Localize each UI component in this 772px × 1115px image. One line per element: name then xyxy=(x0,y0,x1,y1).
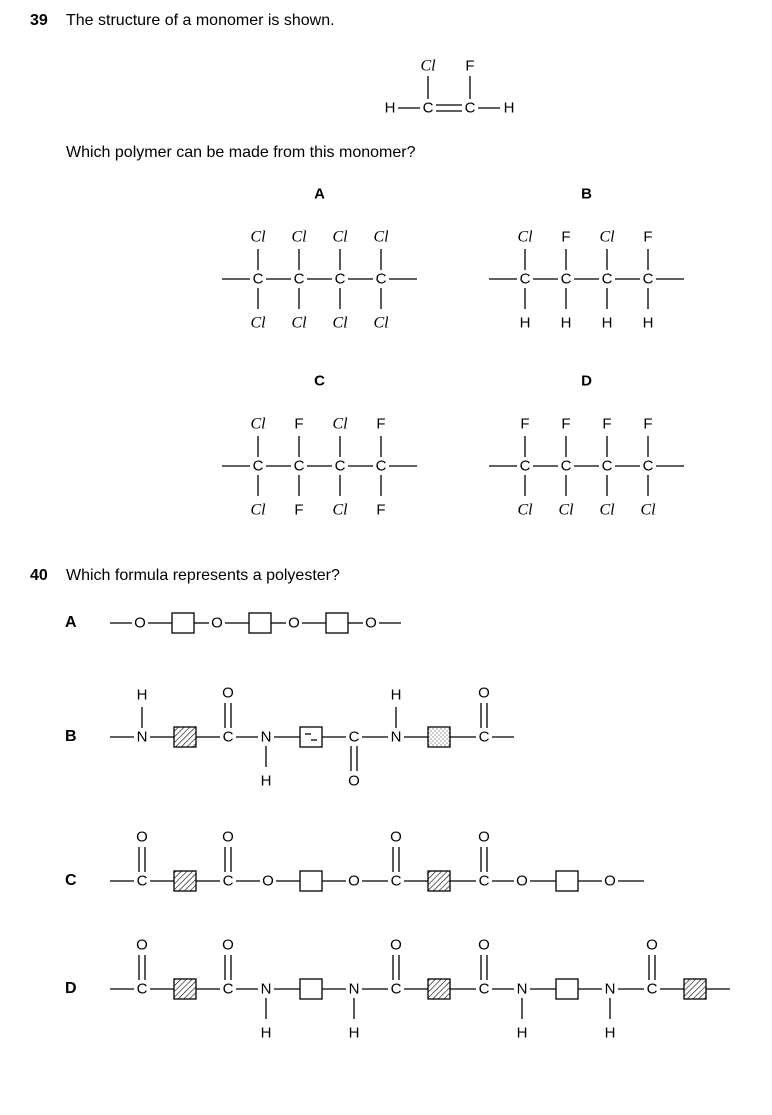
q39-option-c-carbon: C xyxy=(293,457,305,475)
ether-oxygen: O xyxy=(365,614,377,632)
q39-option-b-bottom-atom: H xyxy=(519,314,531,332)
carbonyl-carbon: C xyxy=(348,728,360,746)
amide-nitrogen: N xyxy=(136,728,148,746)
amide-hydrogen: H xyxy=(136,686,148,704)
q39-option-d-top-atom: F xyxy=(643,415,653,433)
carbonyl-carbon: C xyxy=(390,872,402,890)
amide-hydrogen: H xyxy=(516,1024,528,1042)
carbonyl-carbon: C xyxy=(478,872,490,890)
diol-box xyxy=(249,613,271,633)
amide-hydrogen: H xyxy=(390,686,402,704)
question-39-number: 39 xyxy=(30,12,48,29)
carbonyl-oxygen: O xyxy=(222,828,234,846)
q39-option-d-top-atom: F xyxy=(602,415,612,433)
question-39-stem: The structure of a monomer is shown. xyxy=(66,12,335,29)
q39-option-b-carbon: C xyxy=(560,270,572,288)
q39-option-d-carbon: C xyxy=(642,457,654,475)
q40-option-label-a: A xyxy=(65,614,77,631)
q39-option-a-carbon: C xyxy=(375,270,387,288)
q39-option-a-carbon: C xyxy=(252,270,264,288)
q39-option-a-bottom-atom: Cl xyxy=(250,314,266,332)
amide-nitrogen: N xyxy=(348,980,360,998)
diamine-box xyxy=(556,979,578,999)
diol-box xyxy=(300,871,322,891)
hatched-box xyxy=(428,979,450,999)
q40-option-label-b: B xyxy=(65,728,77,745)
q39-option-a-top-atom: Cl xyxy=(291,228,307,246)
q39-option-b-top-atom: Cl xyxy=(599,228,615,246)
q39-option-d-carbon: C xyxy=(601,457,613,475)
q39-option-b-top-atom: F xyxy=(561,228,571,246)
q39-option-label-a: A xyxy=(314,185,325,203)
q39-option-a-top-atom: Cl xyxy=(250,228,266,246)
q39-option-c-carbon: C xyxy=(375,457,387,475)
carbonyl-carbon: C xyxy=(222,728,234,746)
monomer-structure xyxy=(385,58,515,117)
amide-hydrogen: H xyxy=(348,1024,360,1042)
q40-option-a-formula xyxy=(110,613,401,633)
q39-option-b-top-atom: Cl xyxy=(517,228,533,246)
monomer-atom-c1: C xyxy=(422,99,434,117)
carbonyl-oxygen: O xyxy=(390,828,402,846)
q39-option-d-bottom-atom: Cl xyxy=(517,501,533,519)
q39-option-a-bottom-atom: Cl xyxy=(332,314,348,332)
question-39-prompt: Which polymer can be made from this monomer? xyxy=(66,144,416,161)
amide-nitrogen: N xyxy=(390,728,402,746)
diol-box xyxy=(556,871,578,891)
hatched-box xyxy=(428,871,450,891)
dotted-box xyxy=(428,727,450,747)
q39-option-b-carbon: C xyxy=(642,270,654,288)
ester-oxygen: O xyxy=(604,872,616,890)
q39-option-b-carbon: C xyxy=(601,270,613,288)
carbonyl-oxygen: O xyxy=(478,936,490,954)
q40-option-label-c: C xyxy=(65,872,77,889)
question-40-prompt: Which formula represents a polyester? xyxy=(66,567,340,584)
q39-option-d-bottom-atom: Cl xyxy=(599,501,615,519)
q39-option-c-bottom-atom: F xyxy=(376,501,386,519)
q39-option-c-carbon: C xyxy=(334,457,346,475)
hatched-box xyxy=(174,871,196,891)
monomer-atom-c2: C xyxy=(464,99,476,117)
amide-hydrogen: H xyxy=(604,1024,616,1042)
q39-option-d-top-atom: F xyxy=(520,415,530,433)
carbonyl-carbon: C xyxy=(478,980,490,998)
q39-option-c-top-atom: F xyxy=(376,415,386,433)
q39-option-b-top-atom: F xyxy=(643,228,653,246)
q39-option-d-carbon: C xyxy=(560,457,572,475)
hatched-box xyxy=(174,727,196,747)
amide-nitrogen: N xyxy=(604,980,616,998)
q39-option-c-top-atom: Cl xyxy=(332,415,348,433)
amide-hydrogen: H xyxy=(260,772,272,790)
diamine-box xyxy=(300,979,322,999)
q39-option-d-carbon: C xyxy=(519,457,531,475)
q39-option-a-top-atom: Cl xyxy=(373,228,389,246)
carbonyl-oxygen: O xyxy=(222,936,234,954)
q39-option-c-top-atom: Cl xyxy=(250,415,266,433)
q39-option-b-bottom-atom: H xyxy=(601,314,613,332)
amide-nitrogen: N xyxy=(260,728,272,746)
carbonyl-oxygen: O xyxy=(348,772,360,790)
monomer-atom-c1-top: Cl xyxy=(420,57,436,75)
q39-option-c-bottom-atom: Cl xyxy=(250,501,266,519)
carbonyl-oxygen: O xyxy=(136,828,148,846)
amide-nitrogen: N xyxy=(516,980,528,998)
carbonyl-oxygen: O xyxy=(136,936,148,954)
hatched-box xyxy=(684,979,706,999)
carbonyl-carbon: C xyxy=(478,728,490,746)
carbonyl-oxygen: O xyxy=(390,936,402,954)
carbonyl-oxygen: O xyxy=(478,684,490,702)
q40-option-b-formula xyxy=(110,685,514,790)
carbonyl-oxygen: O xyxy=(222,684,234,702)
q39-option-d-top-atom: F xyxy=(561,415,571,433)
q39-option-a-carbon: C xyxy=(293,270,305,288)
polymer-options xyxy=(222,186,684,519)
q39-option-d-bottom-atom: Cl xyxy=(640,501,656,519)
q39-option-c-carbon: C xyxy=(252,457,264,475)
q39-option-label-c: C xyxy=(314,372,325,390)
hatched-box xyxy=(174,979,196,999)
carbonyl-carbon: C xyxy=(646,980,658,998)
diol-box xyxy=(326,613,348,633)
carbonyl-carbon: C xyxy=(390,980,402,998)
q39-option-c-bottom-atom: F xyxy=(294,501,304,519)
question-40-number: 40 xyxy=(30,567,48,584)
carbonyl-carbon: C xyxy=(222,980,234,998)
monomer-atom-h-left: H xyxy=(384,99,396,117)
ether-oxygen: O xyxy=(288,614,300,632)
q39-option-b-bottom-atom: H xyxy=(560,314,572,332)
ether-oxygen: O xyxy=(211,614,223,632)
carbonyl-oxygen: O xyxy=(478,828,490,846)
ester-oxygen: O xyxy=(262,872,274,890)
dashed-box xyxy=(300,727,322,747)
q39-option-label-b: B xyxy=(581,185,592,203)
q40-option-d-formula xyxy=(110,937,730,1042)
q40-option-c-formula xyxy=(110,829,644,892)
ester-oxygen: O xyxy=(516,872,528,890)
carbonyl-carbon: C xyxy=(136,872,148,890)
q39-option-b-bottom-atom: H xyxy=(642,314,654,332)
ether-oxygen: O xyxy=(134,614,146,632)
q39-option-d-bottom-atom: Cl xyxy=(558,501,574,519)
q39-option-b-carbon: C xyxy=(519,270,531,288)
q39-option-a-top-atom: Cl xyxy=(332,228,348,246)
diol-box xyxy=(172,613,194,633)
q39-option-c-bottom-atom: Cl xyxy=(332,501,348,519)
q39-option-a-bottom-atom: Cl xyxy=(373,314,389,332)
carbonyl-carbon: C xyxy=(136,980,148,998)
q39-option-c-top-atom: F xyxy=(294,415,304,433)
carbonyl-oxygen: O xyxy=(646,936,658,954)
monomer-atom-c2-top: F xyxy=(465,57,475,75)
amide-hydrogen: H xyxy=(260,1024,272,1042)
ester-oxygen: O xyxy=(348,872,360,890)
monomer-atom-h-right: H xyxy=(503,99,515,117)
q39-option-label-d: D xyxy=(581,372,592,390)
carbonyl-carbon: C xyxy=(222,872,234,890)
q39-option-a-bottom-atom: Cl xyxy=(291,314,307,332)
q39-option-a-carbon: C xyxy=(334,270,346,288)
q40-option-label-d: D xyxy=(65,980,77,997)
amide-nitrogen: N xyxy=(260,980,272,998)
